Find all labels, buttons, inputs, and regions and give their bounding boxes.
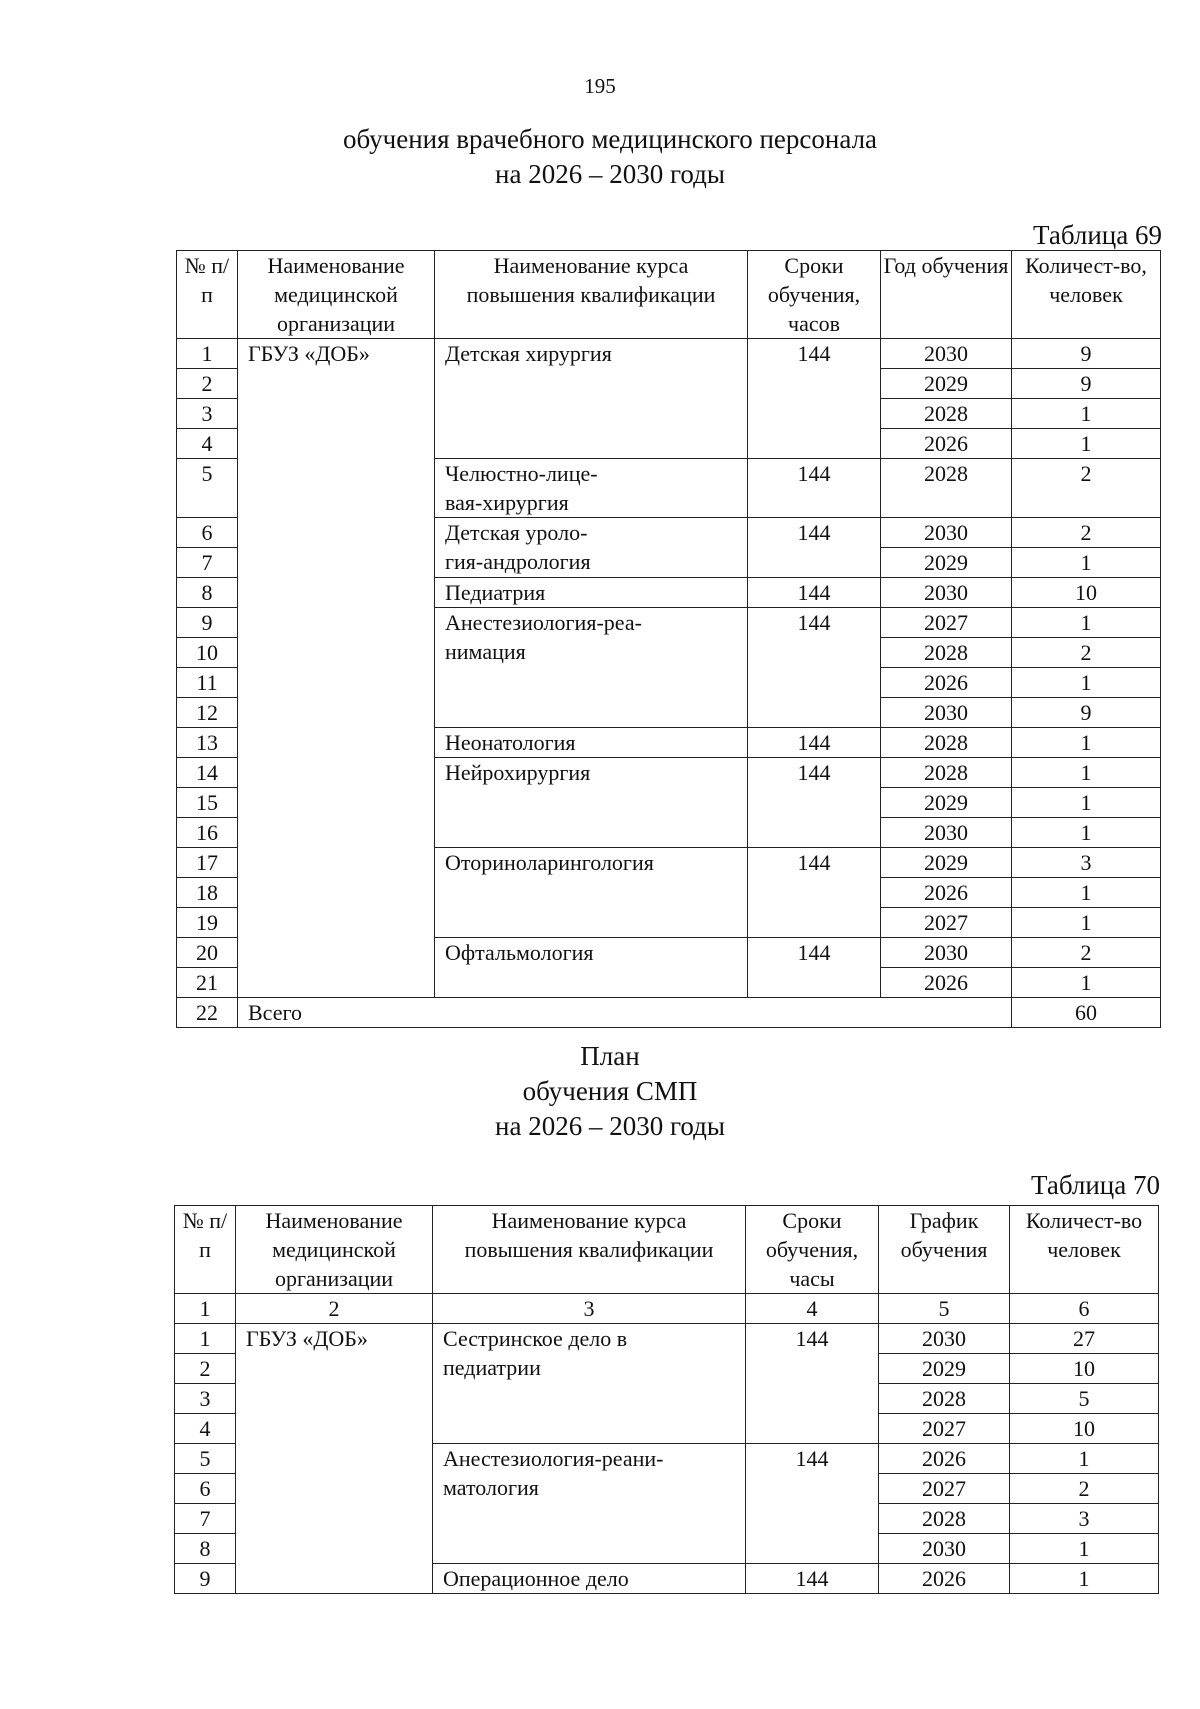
year-cell: 2027 — [881, 608, 1012, 638]
row-number: 9 — [175, 1564, 236, 1594]
count-cell: 10 — [1012, 578, 1161, 608]
course-hours: 144 — [748, 339, 881, 459]
count-cell: 5 — [1010, 1384, 1159, 1414]
course-hours: 144 — [748, 608, 881, 728]
year-cell: 2026 — [881, 878, 1012, 908]
title-line: обучения СМП — [522, 1076, 698, 1106]
course-name: Детская хирургия — [435, 339, 748, 459]
course-name: Неонатология — [435, 728, 748, 758]
table-69-caption: Таблица 69 — [1033, 220, 1162, 250]
course-name: Педиатрия — [435, 578, 748, 608]
year-cell: 2030 — [881, 518, 1012, 548]
row-number: 13 — [177, 728, 238, 758]
count-cell: 2 — [1010, 1474, 1159, 1504]
row-number: 12 — [177, 698, 238, 728]
header-cell: График обучения — [879, 1206, 1010, 1294]
row-number: 11 — [177, 668, 238, 698]
total-count: 60 — [1012, 998, 1161, 1028]
row-number: 4 — [175, 1414, 236, 1444]
course-name: Детская уроло-гия-андрология — [435, 518, 748, 578]
course-name: Анестезиология-реани-матология — [433, 1444, 746, 1564]
year-cell: 2028 — [881, 758, 1012, 788]
header-cell: Наименование курса повышения квалификации — [433, 1206, 746, 1294]
count-cell: 1 — [1012, 818, 1161, 848]
row-number: 6 — [177, 518, 238, 548]
course-hours: 144 — [748, 728, 881, 758]
count-cell: 1 — [1012, 668, 1161, 698]
count-cell: 3 — [1010, 1504, 1159, 1534]
row-number: 8 — [177, 578, 238, 608]
row-number: 2 — [177, 369, 238, 399]
year-cell: 2030 — [879, 1534, 1010, 1564]
header-row — [175, 1206, 1159, 1294]
year-cell: 2030 — [879, 1324, 1010, 1354]
column-number: 1 — [175, 1294, 236, 1324]
count-cell: 27 — [1010, 1324, 1159, 1354]
row-number: 5 — [177, 459, 238, 518]
course-name: Анестезиология-реа-нимация — [435, 608, 748, 728]
title-line: обучения врачебного медицинского персонала — [342, 124, 878, 154]
year-cell: 2026 — [879, 1444, 1010, 1474]
course-name: Челюстно-лице-вая-хирургия — [435, 459, 748, 518]
count-cell: 2 — [1012, 638, 1161, 668]
row-number: 20 — [177, 938, 238, 968]
count-cell: 1 — [1012, 399, 1161, 429]
header-cell: Сроки обучения, часов — [748, 251, 881, 339]
organization-cell: ГБУЗ «ДОБ» — [238, 339, 435, 998]
year-cell: 2028 — [881, 459, 1012, 518]
year-cell: 2029 — [881, 548, 1012, 578]
year-cell: 2027 — [881, 908, 1012, 938]
row-number: 5 — [175, 1444, 236, 1474]
header-row — [177, 251, 1161, 339]
row-number: 19 — [177, 908, 238, 938]
row-number: 16 — [177, 818, 238, 848]
year-cell: 2028 — [879, 1384, 1010, 1414]
row-number: 8 — [175, 1534, 236, 1564]
count-cell: 1 — [1012, 608, 1161, 638]
page-number: 195 — [584, 74, 616, 98]
course-name: Нейрохирургия — [435, 758, 748, 848]
year-cell: 2029 — [881, 788, 1012, 818]
count-cell: 3 — [1012, 848, 1161, 878]
row-number: 15 — [177, 788, 238, 818]
course-hours: 144 — [748, 518, 881, 578]
year-cell: 2029 — [879, 1354, 1010, 1384]
year-cell: 2030 — [881, 818, 1012, 848]
course-hours: 144 — [748, 459, 881, 518]
organization-cell: ГБУЗ «ДОБ» — [236, 1324, 433, 1594]
year-cell: 2030 — [881, 938, 1012, 968]
count-cell: 1 — [1012, 878, 1161, 908]
count-cell: 9 — [1012, 339, 1161, 369]
header-cell: Количест-во человек — [1010, 1206, 1159, 1294]
row-number: 4 — [177, 429, 238, 459]
count-cell: 1 — [1012, 968, 1161, 998]
table-69-title — [0, 122, 1200, 192]
table-70 — [174, 1205, 1159, 1594]
row-number: 3 — [177, 399, 238, 429]
year-cell: 2030 — [881, 578, 1012, 608]
header-cell: Сроки обучения, часы — [746, 1206, 879, 1294]
course-name: Офтальмология — [435, 938, 748, 998]
course-name: Сестринское дело в педиатрии — [433, 1324, 746, 1444]
count-cell: 1 — [1012, 728, 1161, 758]
column-number: 6 — [1010, 1294, 1159, 1324]
row-number: 21 — [177, 968, 238, 998]
year-cell: 2029 — [881, 848, 1012, 878]
row-number: 10 — [177, 638, 238, 668]
header-cell: Количест-во, человек — [1012, 251, 1161, 339]
header-cell: № п/п — [177, 251, 238, 339]
count-cell: 1 — [1012, 788, 1161, 818]
column-number-row — [175, 1294, 1159, 1324]
course-name: Операционное дело — [433, 1564, 746, 1594]
total-row — [177, 998, 1161, 1028]
row-number: 1 — [177, 339, 238, 369]
row-number: 2 — [175, 1354, 236, 1384]
row-number: 7 — [177, 548, 238, 578]
count-cell: 1 — [1012, 758, 1161, 788]
course-name: Оториноларингология — [435, 848, 748, 938]
row-number: 7 — [175, 1504, 236, 1534]
year-cell: 2028 — [881, 728, 1012, 758]
year-cell: 2028 — [881, 399, 1012, 429]
count-cell: 2 — [1012, 938, 1161, 968]
header-cell: Наименование медицинской организации — [236, 1206, 433, 1294]
course-hours: 144 — [746, 1564, 879, 1594]
count-cell: 9 — [1012, 369, 1161, 399]
year-cell: 2029 — [881, 369, 1012, 399]
total-label: Всего — [238, 998, 1012, 1028]
column-number: 2 — [236, 1294, 433, 1324]
year-cell: 2026 — [879, 1564, 1010, 1594]
course-hours: 144 — [748, 938, 881, 998]
course-hours: 144 — [748, 578, 881, 608]
year-cell: 2030 — [881, 698, 1012, 728]
table-69 — [176, 250, 1161, 1028]
row-number: 1 — [175, 1324, 236, 1354]
year-cell: 2027 — [879, 1474, 1010, 1504]
header-cell: Наименование курса повышения квалификации — [435, 251, 748, 339]
header-cell: Год обучения — [881, 251, 1012, 339]
table-row — [175, 1324, 1159, 1354]
count-cell: 1 — [1010, 1534, 1159, 1564]
row-number: 18 — [177, 878, 238, 908]
row-number: 17 — [177, 848, 238, 878]
count-cell: 2 — [1012, 518, 1161, 548]
row-number: 6 — [175, 1474, 236, 1504]
title-line: План — [580, 1041, 640, 1071]
table-70-caption: Таблица 70 — [1031, 1170, 1160, 1200]
year-cell: 2026 — [881, 668, 1012, 698]
year-cell: 2028 — [881, 638, 1012, 668]
count-cell: 10 — [1010, 1414, 1159, 1444]
year-cell: 2026 — [881, 968, 1012, 998]
row-number: 9 — [177, 608, 238, 638]
course-hours: 144 — [746, 1324, 879, 1444]
column-number: 4 — [746, 1294, 879, 1324]
year-cell: 2030 — [881, 339, 1012, 369]
count-cell: 1 — [1012, 548, 1161, 578]
course-hours: 144 — [748, 848, 881, 938]
count-cell: 1 — [1012, 429, 1161, 459]
header-cell: Наименование медицинской организации — [238, 251, 435, 339]
column-number: 3 — [433, 1294, 746, 1324]
table-70-title — [0, 1039, 1200, 1144]
count-cell: 1 — [1012, 908, 1161, 938]
year-cell: 2027 — [879, 1414, 1010, 1444]
row-number: 3 — [175, 1384, 236, 1414]
header-cell: № п/п — [175, 1206, 236, 1294]
title-line: на 2026 – 2030 годы — [495, 1111, 725, 1141]
count-cell: 2 — [1012, 459, 1161, 518]
year-cell: 2028 — [879, 1504, 1010, 1534]
course-hours: 144 — [746, 1444, 879, 1564]
count-cell: 1 — [1010, 1564, 1159, 1594]
course-hours: 144 — [748, 758, 881, 848]
count-cell: 10 — [1010, 1354, 1159, 1384]
row-number: 22 — [177, 998, 238, 1028]
count-cell: 1 — [1010, 1444, 1159, 1474]
year-cell: 2026 — [881, 429, 1012, 459]
column-number: 5 — [879, 1294, 1010, 1324]
count-cell: 9 — [1012, 698, 1161, 728]
title-line: на 2026 – 2030 годы — [495, 159, 725, 189]
row-number: 14 — [177, 758, 238, 788]
table-row — [177, 339, 1161, 369]
